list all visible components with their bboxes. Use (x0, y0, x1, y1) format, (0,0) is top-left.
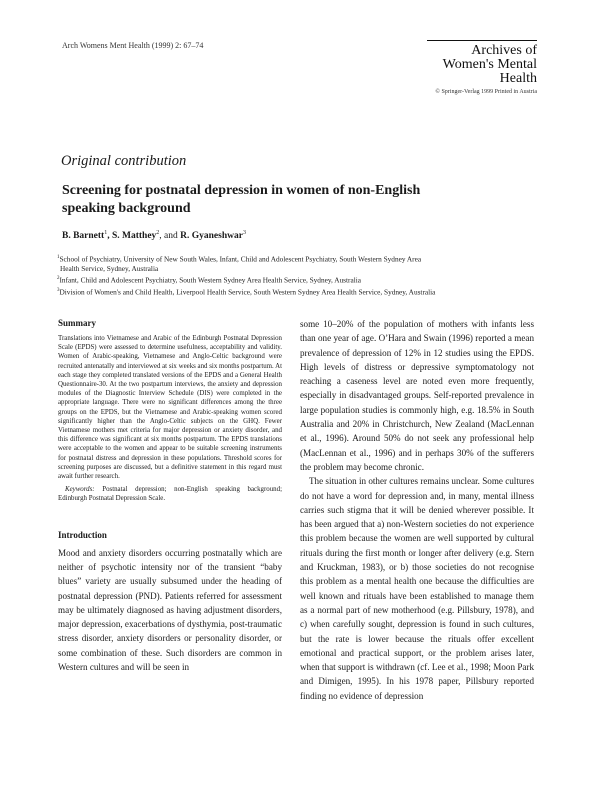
keywords (58, 485, 282, 503)
affiliations (57, 253, 532, 297)
introduction-heading: Introduction (58, 529, 107, 540)
affiliation-number: 2 (57, 276, 60, 282)
summary-text: Translations into Vietnamese and Arabic of the Edinburgh Postnatal Depression Scale (EPDS) were assessed to determine usefulness, acceptability and validity. Women of Arabic-speaking, Vietnamese and Anglo-Celtic background were recruited antenatally and interviewed at six weeks and six months postpartum. At each stage they completed translated versions of the EPDS and a General Health Questionnaire-30. At the two postpartum interviews, the anxiety and depression modules of the Diagnostic Interview Schedule (DIS) were completed in the appropriate language. There were no significant differences among the three groups on the EPDS, but the Vietnamese and Arabic-speaking women scored significantly higher than the Anglo-Celtic subjects on the GHQ. Fewer Vietnamese mothers met criteria for major depression or anxiety disorder, and this difference was significant at six months postpartum. The EPDS translations were acceptable to the women and appear to be suitable screening instruments for postnatal distress and depression in these populations. Threshold scores for screening purposes are discussed, but a definitive statement in this regard must await further research. (58, 335, 282, 481)
author-3: R. Gyaneshwar (180, 231, 243, 242)
publisher-line: © Springer-Verlag 1999 Printed in Austria (435, 89, 537, 95)
author-separator: , and (159, 231, 181, 242)
affiliation-2 (57, 274, 532, 285)
introduction-paragraph: Mood and anxiety disorders occurring postnatally which are neither of psychotic intensity nor of the transient “baby blues” variety are usually subsumed under the heading of postnatal depression (PND). Patients referred for assessment may be ultimately diagnosed as having adjustment disorders, major depression, exacerbations of dysthymia, post-traumatic stress disorder, anxiety disorders or personality disorder, or some combination of these. Such disorders are common in Western cultures and will be seen in (58, 547, 282, 673)
affiliation-number: 3 (57, 287, 60, 293)
logo-rule (427, 40, 537, 41)
body-paragraph-2: The situation in other cultures remains unclear. Some cultures do not have a word for depression and, in many, mental illness carries such stigma that it will be denied wherever possible. It has been argued that a) non-Western societies do not experience this problem because the women are well supported by cultural rituals during the first month or longer after delivery (e.g. Stern and Kruckman, 1983), or b) those societies do not recognise this problem as a mental health one because the difficulties are well known and rituals have been established to manage them as a normal part of new motherhood (e.g. Pillsbury, 1978), and c) when carefully sought, depression is found in such cultures, but the rate is lower because the rituals offer excellent emotional and practical support, or the problem arises later, when that support is withdrawn (cf. Lee et al., 1998; Moon Park and Dimigen, 1995). In his 1978 paper, Pillsbury reported finding no evidence of depression (300, 476, 535, 701)
affiliation-number: 1 (57, 255, 60, 260)
body-paragraph-1: some 10–20% of the population of mothers with infants less than one year of age. O’Hara and Swain (1996) reported a mean prevalence of depression of 12% in 12 studies using the EPDS. High levels of distress or depressive symptomatology not reaching a caseness level are noted even more frequently, especially in disadvantaged groups. Self-reported prevalence in large population studies is commonly high, e.g. 18.5% in South Australia and 20% in Christchurch, New Zealand (MacLennan et al., 1996). Around 50% do not seek any professional help (MacLennan et al., 1996) and in perhaps 30% of the sufferers the problem may become chronic. (300, 319, 534, 472)
summary-heading: Summary (58, 318, 96, 328)
author-1-affil: 1 (104, 230, 108, 236)
article-title: Screening for postnatal depression in women of non-English speaking background (62, 183, 421, 216)
journal-logo (427, 40, 537, 96)
left-column (58, 318, 282, 674)
journal-citation: Arch Womens Ment Health (1999) 2: 67–74 (62, 41, 204, 50)
affiliation-text: Division of Women's and Child Health, Liverpool Health Service, South Western Sydney Area Health Service, Sydney, Australia (59, 287, 436, 297)
affiliation-3 (57, 286, 532, 297)
author-list (62, 230, 246, 241)
keywords-label: Keywords: (65, 486, 95, 494)
author-separator: , (107, 231, 112, 242)
affiliation-text: Infant, Child and Adolescent Psychiatry, South Western Sydney Area Health Service, Sydney, Australia (59, 275, 361, 285)
author-2: S. Matthey (111, 231, 157, 242)
author-2-affil: 2 (156, 230, 160, 236)
journal-name: Archives of Women's Mental Health (442, 43, 537, 86)
author-1: B. Barnett (62, 231, 105, 242)
affiliation-1 (57, 253, 532, 264)
right-column (300, 317, 534, 703)
section-label: Original contribution (61, 153, 187, 169)
author-3-affil: 3 (242, 230, 246, 236)
affiliation-1-continued: Health Service, Sydney, Australia (60, 264, 159, 274)
affiliation-text: School of Psychiatry, University of New South Wales, Infant, Child and Adolescent Psychiatry, South Western Sydney Area (59, 254, 422, 264)
keywords-text: Postnatal depression; non-English speaking background; Edinburgh Postnatal Depression Scale. (58, 486, 282, 503)
